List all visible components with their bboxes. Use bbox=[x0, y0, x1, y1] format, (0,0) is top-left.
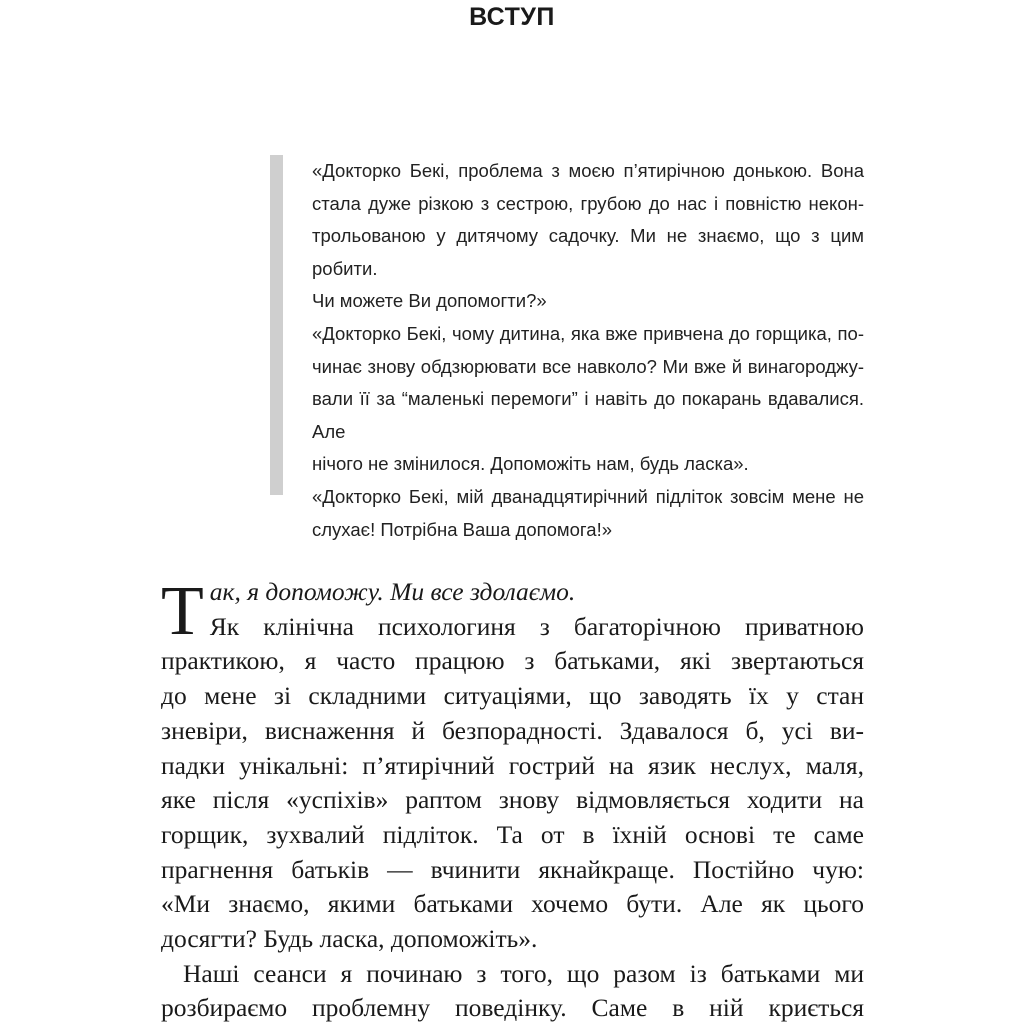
body-line: практикою, я часто працюю з батьками, які звертаються bbox=[161, 646, 864, 676]
epigraph-line: вали її за “маленькі перемоги” і навіть до покарань вдавалися. Але bbox=[312, 388, 864, 442]
epigraph-line: «Докторко Бекі, проблема з моєю п’ятирічною донькою. Вона bbox=[312, 160, 864, 181]
body-line: до мене зі складними ситуаціями, що заводять їх у стан bbox=[161, 681, 864, 711]
epigraph-side-bar bbox=[270, 155, 283, 495]
body-line: падки унікальні: п’ятирічний гострий на язик неслух, маля, bbox=[161, 750, 864, 780]
body-line: досягти? Будь ласка, допоможіть». bbox=[161, 924, 538, 954]
page-title: ВСТУП bbox=[469, 3, 555, 31]
lead-line bbox=[161, 575, 864, 610]
drop-cap: Т bbox=[161, 573, 204, 650]
body-text bbox=[161, 575, 864, 1026]
epigraph-line: «Докторко Бекі, мій дванадцятирічний підліток зовсім мене не bbox=[312, 485, 864, 507]
epigraph-line: слухає! Потрібна Ваша допомога!» bbox=[312, 518, 612, 540]
epigraph-line: нічого не змінилося. Допоможіть нам, будь ласка». bbox=[312, 453, 749, 475]
body-line: «Ми знаємо, якими батьками хочемо бути. Але як цього bbox=[161, 889, 864, 919]
body-line: зневіри, виснаження й безпорадності. Здавалося б, усі ви- bbox=[161, 715, 864, 745]
epigraph-text bbox=[312, 155, 864, 546]
body-line: яке після «успіхів» раптом знову відмовляється ходити на bbox=[161, 785, 864, 815]
body-line: розбираємо проблемну поведінку. Саме в ній криється bbox=[161, 993, 864, 1023]
lead-italic-text: ак, я допоможу. Ми все здолаємо. bbox=[209, 577, 576, 606]
epigraph-block bbox=[270, 155, 864, 540]
epigraph-line: чинає знову обдзюрювати все навколо? Ми вже й винагороджу- bbox=[312, 355, 864, 377]
body-line: горщик, зухвалий підліток. Та от в їхній основі те саме bbox=[161, 819, 864, 849]
epigraph-line: «Докторко Бекі, чому дитина, яка вже привчена до горщика, по- bbox=[312, 322, 864, 344]
body-line: Наші сеанси я починаю з того, що разом із батьками ми bbox=[183, 958, 864, 988]
body-line: прагнення батьків — вчинити якнайкраще. Постійно чую: bbox=[161, 854, 864, 884]
epigraph-line: Чи можете Ви допомогти?» bbox=[312, 290, 547, 312]
body-line: Як клінічна психологиня з багаторічною приватною bbox=[209, 611, 864, 641]
epigraph-line: трольованою у дитячому садочку. Ми не знаємо, що з цим робити. bbox=[312, 225, 864, 279]
epigraph-line: стала дуже різкою з сестрою, грубою до нас і повністю некон- bbox=[312, 192, 864, 214]
